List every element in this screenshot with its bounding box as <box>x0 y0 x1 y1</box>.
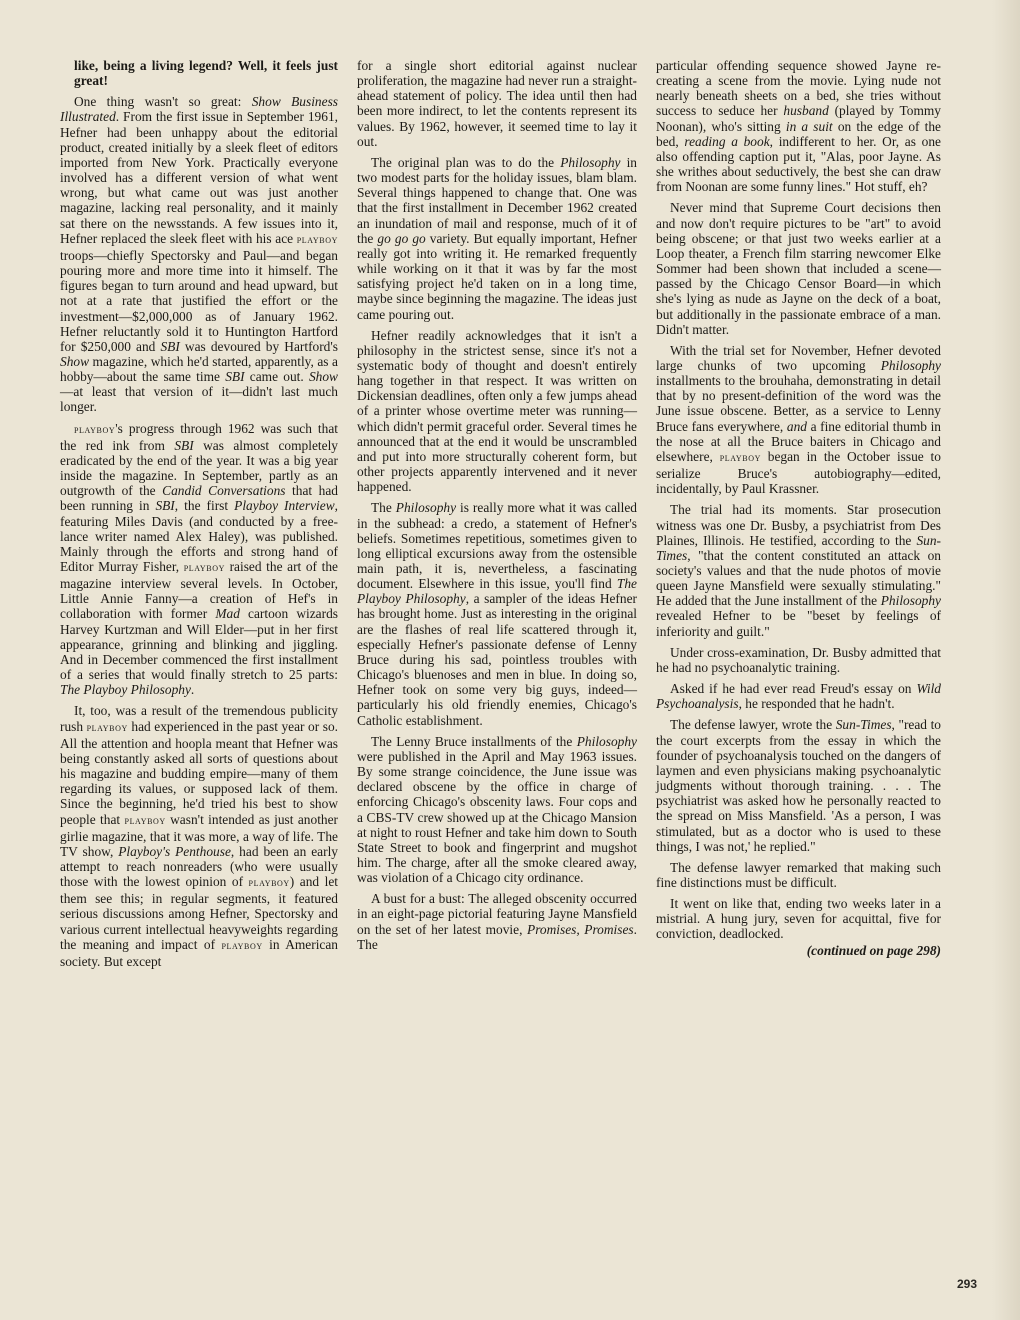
paragraph: One thing wasn't so great: Show Business Illustrated. From the first issue in September 1961, Hefner had been unhappy about the editorial product, created initially by a sleek fleet of editors imported from New York. Practically everyone involved has a different version of what went wrong, but what came out was just another magazine, lacking real personality, and it mainly sat there on the newsstands. A few issues into it, Hefner replaced the sleek fleet with his ace playboy troops—chiefly Spectorsky and Paul—and began pouring more and more time into it himself. The figures began to turn around and head upward, but not at a rate that justified the effort or the investment—$2,000,000 as of January 1962. Hefner reluctantly sold it to Huntington Hartford for $250,000 and SBI was devoured by Hartford's Show magazine, which he'd started, apparently, as a hobby—about the same time SBI came out. Show—at least that version of it—didn't last much longer. <box>60 94 339 415</box>
continuation-note: (continued on page 298) <box>806 942 941 958</box>
paragraph: It, too, was a result of the tremendous publicity rush playboy had experienced in the past year or so. All the attention and hoopla meant that Hefner was being constantly asked all sorts of questions about his magazine and budding empire—many of them regarding its values, or supposed lack of them. Since the beginning, he'd tried his best to show people that playboy wasn't intended as just another girlie magazine, that it was more, a way of life. The TV show, Playboy's Penthouse, had been an early attempt to reach nonreaders (who were usually those with the lowest opinion of playboy) and let them see this; in regular segments, it featured serious discussions among Hefner, Spectorsky and various current intellectual heavyweights regarding the meaning and impact of playboy in American society. But except <box>60 703 339 969</box>
paragraph: Never mind that Supreme Court decisions then and now don't require pictures to be "art" to avoid being obscene; or that just two weeks earlier at a Loop theater, a French film starring newcomer Elke Sommer had been shown that included a scene—passed by the Chicago Censor Board—in which she's lying as nude as Jayne on the deck of a boat, but additionally in the passionate embrace of a man. Didn't matter. <box>656 200 941 337</box>
paragraph: The defense lawyer remarked that making such fine distinctions must be difficult. <box>656 859 941 890</box>
paragraph: It went on like that, ending two weeks later in a mistrial. A hung jury, seven for acquittal, five for conviction, deadlocked. <box>656 896 941 942</box>
text-column-2 <box>357 58 637 952</box>
paragraph: With the trial set for November, Hefner devoted large chunks of two upcoming Philosophy installments to the brouhaha, demonstrating in detail that by no present-definition of the word was the June issue obscene. Better, as a service to Lenny Bruce fans everywhere, and a fine editorial thumb in the nose at all the Bruce baiters in Chicago and elsewhere, playboy began in the October issue to serialize Bruce's autobiography—edited, incidentally, by Paul Krassner. <box>656 342 941 497</box>
paragraph: The Lenny Bruce installments of the Philosophy were published in the April and May 1963 issues. By some strange coincidence, the June issue was declared obscene by the office in charge of enforcing Chicago's obscenity laws. Four cops and a CBS-TV crew showed up at the Chicago Mansion at night to roust Hefner and take him down to South State Street to book and fingerprint and mugshot him. The charge, after all the smoke cleared away, was violation of a Chicago city ordinance. <box>357 733 637 886</box>
paragraph: Asked if he had ever read Freud's essay on Wild Psychoanalysis, he responded that he hadn't. <box>656 681 941 712</box>
paragraph: Hefner readily acknowledges that it isn't a philosophy in the strictest sense, since it's not a systematic body of thought and doesn't entirely hang together in that respect. It was written on Dickensian deadlines, often only a few jumps ahead of a printer whose overtime meter was running—which didn't permit graceful order. Several times he announced that at the end it would be unscrambled and put into more structurally coherent form, but other projects apparently intervened and it never happened. <box>357 327 637 495</box>
page-edge-shadow <box>992 0 1020 1320</box>
page-number: 293 <box>957 1277 978 1291</box>
paragraph: for a single short editorial against nuclear proliferation, the magazine had never run a straight-ahead statement of policy. The idea until then had been more indirect, to let the contents represent its values. By 1962, however, it seemed time to lay it out. <box>357 58 637 149</box>
paragraph: Under cross-examination, Dr. Busby admitted that he had no psychoanalytic training. <box>656 644 941 675</box>
text-column-3 <box>656 58 941 958</box>
paragraph: playboy's progress through 1962 was such that the red ink from SBI was almost completely eradicated by the end of the year. It was a big year inside the magazine. In September, partly as an outgrowth of the Candid Conversations that had been running in SBI, the first Playboy Interview, featuring Miles Davis (and conducted by a free-lance writer named Alex Haley), was published. Mainly through the efforts and strong hand of Editor Murray Fisher, playboy raised the art of the magazine interview several levels. In October, Little Annie Fanny—a creation of Hef's in collaboration with former Mad cartoon wizards Harvey Kurtzman and Will Elder—put in her first appearance, grinning and blinking and jiggling. And in December commenced the first installment of a series that would finally stretch to 25 parts: The Playboy Philosophy. <box>60 420 338 698</box>
paragraph: The Philosophy is really more what it was called in the subhead: a credo, a statement of Hefner's beliefs. Sometimes repetitious, sometimes given to long elliptical excursions away from the ostensible main path, it is, nevertheless, a fascinating document. Elsewhere in this issue, you'll find The Playboy Philosophy, a sampler of the ideas Hefner has brought home. Just as interesting in the original are the flashes of real life scattered through it, especially Hefner's passionate defense of Lenny Bruce during his sad, pointless troubles with Chicago's bluenoses and men in blue. In doing so, Hefner took on some very big guys, indeed—particularly his old friendly enemies, Chicago's Catholic establishment. <box>357 500 638 728</box>
paragraph: The defense lawyer, wrote the Sun-Times, "read to the court excerpts from the essay in which the founder of psychoanalysis touched on the dangers of laymen and even physicians making psychoanalytic judgments without thorough training. . . . The psychiatrist was asked how he personally reacted to the spread on Miss Mansfield. 'As a person, I was stimulated, but as a doctor who is used to these things, I was not,' he replied." <box>656 717 941 854</box>
lead-in-text: like, being a living legend? Well, it feels just great! <box>74 58 338 89</box>
paragraph <box>60 58 338 88</box>
paragraph: particular offending sequence showed Jayne re-creating a scene from the movie. Lying nude not nearly beneath sheets on a bed, she tries without success to seduce her husband (played by Tommy Noonan), who's sitting in a suit on the edge of the bed, reading a book, indifferent to her. Or, as one also offending caption put it, "Alas, poor Jayne. As she writhes about seductively, the best she can draw from Noonan are some funny lines." Hot stuff, eh? <box>656 58 942 195</box>
paragraph: A bust for a bust: The alleged obscenity occurred in an eight-page pictorial featuring Jayne Mansfield on the set of her latest movie, Promises, Promises. The <box>357 891 637 952</box>
text-column-1 <box>60 58 338 969</box>
paragraph: The trial had its moments. Star prosecution witness was one Dr. Busby, a psychiatrist from Des Plaines, Illinois. He testified, according to the Sun-Times, "that the content constituted an attack on society's values and that the nude photos of movie queen Jayne Mansfield were sexually stimulating." He added that the June installment of the Philosophy revealed Hefner to be "beset by feelings of inferiority and guilt." <box>656 502 941 639</box>
paragraph: The original plan was to do the Philosophy in two modest parts for the holiday issues, blam blam. Several things happened to change that. One was that the first installment in December 1962 created an inundation of mail and response, much of it of the go go go variety. But equally important, Hefner really got into writing it. He remarked frequently while working on it that it was by far the most satisfying project he'd taken on in a long time, maybe since beginning the magazine. The ideas just came pouring out. <box>357 154 637 322</box>
